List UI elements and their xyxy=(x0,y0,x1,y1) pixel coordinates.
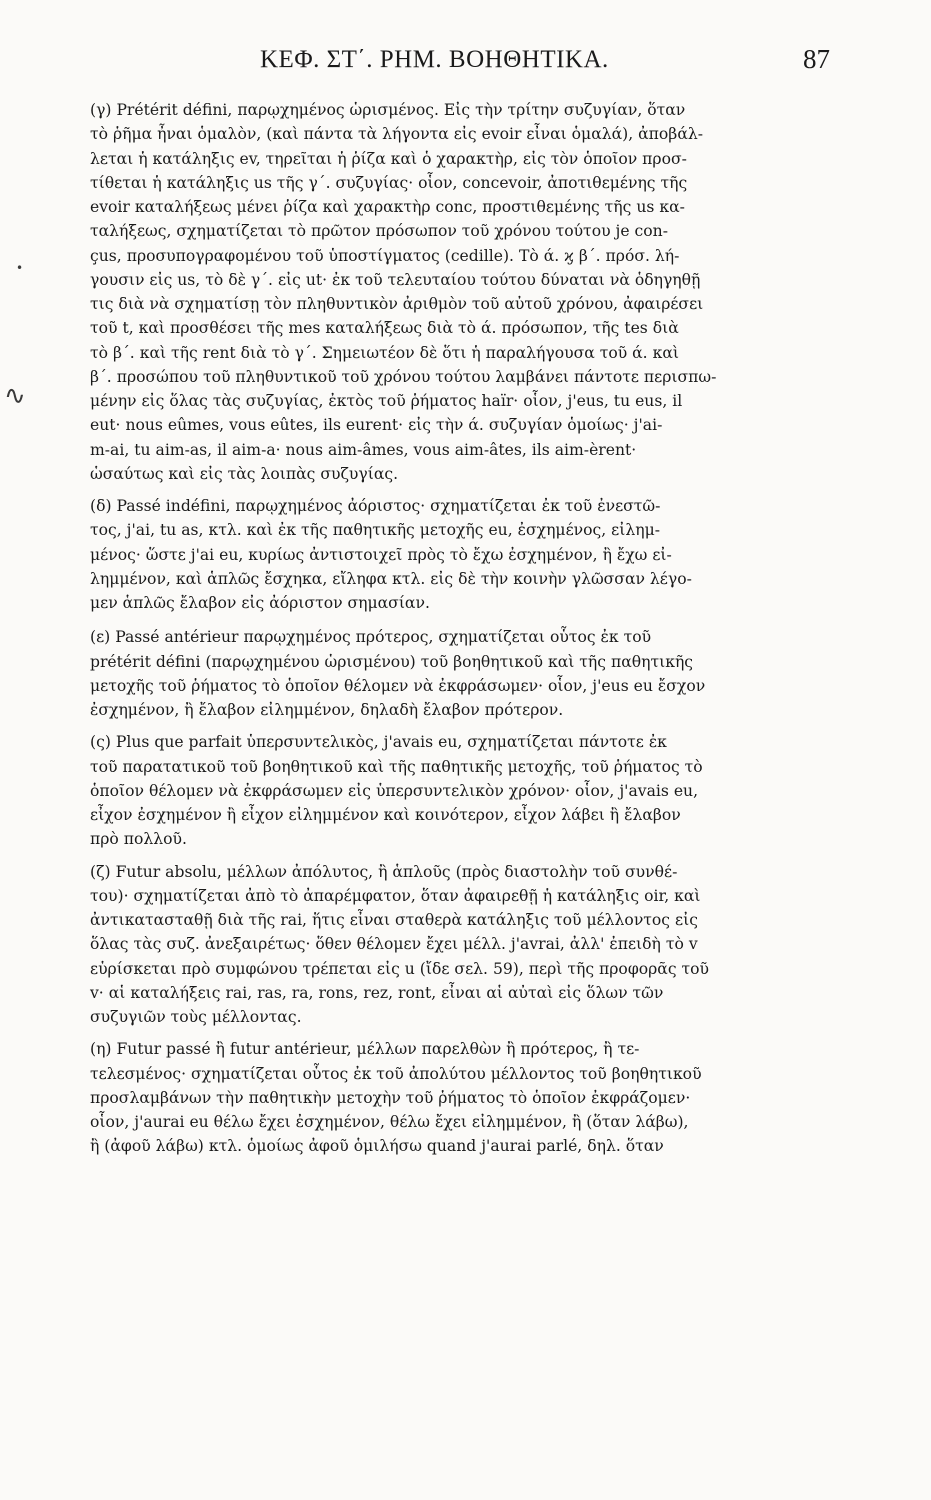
paragraph-passe-anterieur xyxy=(90,625,792,722)
page-header xyxy=(130,44,830,80)
paragraph-text: (ζ) Futur absolu, μέλλων ἀπόλυτος, ἢ ἁπλοῦς (πρὸς διαστολὴν τοῦ συνθέ- του)· σχηματίζεται ἀπὸ τὸ ἀπαρέμφατον, ὅταν ἀφαιρεθῇ ἡ κατάληξις oir, καὶ ἀντικατασταθῇ διὰ τῆς rai, ἥτις εἶναι σταθερὰ κατάληξις τοῦ μέλλοντος εἰς ὅλας τὰς συζ. ἀνεξαιρέτως· ὅθεν θέλομεν ἔχει μέλλ. j'avrai, ἀλλ' ἐπειδὴ τὸ v εὑρίσκεται πρὸ συμφώνου τρέπεται εἰς u (ἴδε σελ. 59), περὶ τῆς προφορᾶς τοῦ v· αἱ καταλήξεις rai, ras, ra, rons, rez, ront, εἶναι αἱ αὐταὶ εἰς ὅλων τῶν συζυγιῶν τοὺς μέλλοντας. xyxy=(90,862,710,1026)
paragraph-futur-absolu xyxy=(90,860,792,1030)
paragraph-text: (δ) Passé indéfini, παρῳχημένος ἀόριστος· σχηματίζεται ἐκ τοῦ ἐνεστῶ- τος, j'ai, tu as, κτλ. καὶ ἐκ τῆς παθητικῆς μετοχῆς eu, ἐσχημένος, εἰλημ- μένος· ὥστε j'ai eu, κυρίως ἀντιστοιχεῖ πρὸς τὸ ἔχω ἐσχημένον, ἢ ἔχω εἰ- λημμένον, καὶ ἁπλῶς ἔσχηκα, εἴληφα κτλ. εἰς δὲ τὴν κοινὴν γλῶσσαν λέγο- μεν ἁπλῶς ἔλαβον εἰς ἀόριστον σημασίαν. xyxy=(90,497,692,612)
paragraph-passe-indefini xyxy=(90,494,792,615)
margin-dot-mark: • xyxy=(16,261,24,275)
paragraph-text: (ς) Plus que parfait ὑπερσυντελικὸς, j'avais eu, σχηματίζεται πάντοτε ἐκ τοῦ παρατατικοῦ τοῦ βοηθητικοῦ καὶ τῆς παθητικῆς μετοχῆς, τοῦ ῥήματος τὸ ὁποῖον θέλομεν νὰ ἐκφράσωμεν εἰς ὑπερσυντελικὸν χρόνον· οἷον, j'avais eu, εἶχον ἐσχημένον ἢ εἶχον εἰλημμένον καὶ κοινότερον, εἶχον λάβει ἢ ἔλαβον πρὸ πολλοῦ. xyxy=(90,733,703,849)
running-title: ΚΕΦ. ΣΤ΄. ΡΗΜ. ΒΟΗΘΗΤΙΚΑ. xyxy=(260,46,609,73)
margin-squiggle-mark: ∿ xyxy=(4,381,26,411)
paragraph-text: (γ) Prétérit défini, παρῳχημένος ὡρισμένος. Εἰς τὴν τρίτην συζυγίαν, ὅταν τὸ ῥῆμα ἦναι ὁμαλὸν, (καὶ πάντα τὰ λήγοντα εἰς evoir εἶναι ὁμαλά), ἀποβάλ- λεται ἡ κατάληξις ev, τηρεῖται ἡ ῥίζα καὶ ὁ χαρακτὴρ, εἰς τὸν ὁποῖον προσ- τίθεται ἡ κατάληξις us τῆς γ΄. συζυγίας· οἷον, concevoir, ἀποτιθεμένης τῆς evoir καταλήξεως μένει ῥίζα καὶ χαρακτὴρ conc, προστιθεμένης τῆς us κα- ταλήξεως, σχηματίζεται τὸ πρῶτον πρόσωπον τοῦ χρόνου τούτου je con- çus, προσυπογραφομένου τοῦ ὑποστίγματος (cedille). Τὸ ά. ϗ β΄. πρόσ. λή- γουσιν εἰς us, τὸ δὲ γ΄. εἰς ut· ἐκ τοῦ τελευταίου τούτου δύναται νὰ ὁδηγηθῇ τις διὰ νὰ σχηματίσῃ τὸν πληθυντικὸν ἀριθμὸν τοῦ αὐτοῦ χρόνου, ἀφαιρέσει τοῦ t, καὶ προσθέσει τῆς mes καταλήξεως διὰ τὸ ά. πρόσωπον, τῆς tes διὰ τὸ β΄. καὶ τῆς rent διὰ τὸ γ΄. Σημειωτέον δὲ ὅτι ἡ παραλήγουσα τοῦ ά. καὶ β΄. προσώπου τοῦ πληθυντικοῦ τοῦ χρόνου τούτου λαμβάνει πάντοτε περισπω- μένην εἰς ὅλας τὰς συζυγίας, ἐκτὸς τοῦ ῥήματος haïr· οἷον, j'eus, tu eus, il eut· nous eûmes, vous eûtes, ils eurent· εἰς τὴν ά. συζυγίαν ὁμοίως· j'ai- m-ai, tu aim-as, il aim-a· nous aim-âmes, vous aim-âtes, ils aim-èrent· ὡσαύτως καὶ εἰς τὰς λοιπὰς συζυγίας. xyxy=(90,101,717,483)
page-number: 87 xyxy=(803,44,830,74)
paragraph-text: (η) Futur passé ἢ futur antérieur, μέλλων παρελθὼν ἢ πρότερος, ἢ τε- τελεσμένος· σχηματίζεται οὗτος ἐκ τοῦ ἀπολύτου μέλλοντος τοῦ βοηθητικοῦ προσλαμβάνων τὴν παθητικὴν μετοχὴν τοῦ ῥήματος τὸ ὁποῖον ἐκφράζομεν· οἷον, j'aurai eu θέλω ἔχει ἐσχημένον, θέλω ἔχει εἰλημμένον, ἢ (ὅταν λάβω), ἢ (ἀφοῦ λάβω) κτλ. ὁμοίως ἀφοῦ ὁμιλήσω quand j'aurai parlé, δηλ. ὅταν xyxy=(90,1040,702,1156)
paragraph-futur-passe xyxy=(90,1037,792,1158)
paragraph-text: (ε) Passé antérieur παρῳχημένος πρότερος, σχηματίζεται οὗτος ἐκ τοῦ prétérit défini (παρῳχημένου ὡρισμένου) τοῦ βοηθητικοῦ καὶ τῆς παθητικῆς μετοχῆς τοῦ ῥήματος τὸ ὁποῖον θέλομεν νὰ ἐκφράσωμεν· οἷον, j'eus eu ἔσχον ἐσχημένον, ἢ ἔλαβον εἰλημμένον, δηλαδὴ ἔλαβον πρότερον. xyxy=(90,628,706,719)
page-body xyxy=(90,98,792,1159)
paragraph-preterit-defini xyxy=(90,98,792,486)
paragraph-plus-que-parfait xyxy=(90,730,792,851)
